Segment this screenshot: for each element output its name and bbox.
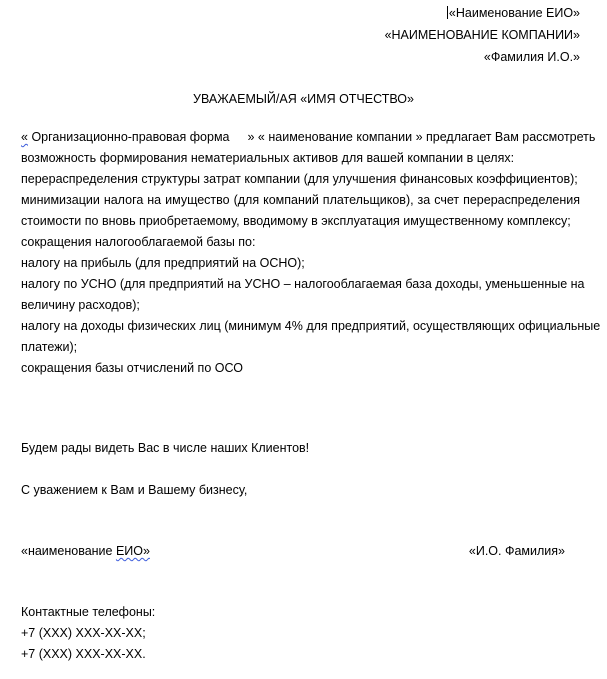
contacts-label: Контактные телефоны: bbox=[21, 605, 156, 619]
body-line: платежи); bbox=[21, 340, 78, 354]
intro-open-quote: « bbox=[21, 130, 28, 144]
body-line: налогу на прибыль (для предприятий на ОСНО); bbox=[21, 256, 305, 270]
body-line: налогу на доходы физических лиц (минимум 4% для предприятий, осуществляющих официальные bbox=[21, 319, 601, 333]
body-line: возможность формирования нематериальных активов для вашей компании в целях: bbox=[21, 151, 515, 165]
header-recipient: «Фамилия И.О.» bbox=[483, 50, 580, 64]
intro-close-open-quote: » « bbox=[247, 130, 265, 144]
closing-welcome: Будем рады видеть Вас в числе наших Клиентов! bbox=[21, 441, 310, 455]
body-line: перераспределения структуры затрат компании (для улучшения финансовых коэффициентов); bbox=[21, 172, 578, 186]
closing-regards: С уважением к Вам и Вашему бизнесу, bbox=[21, 483, 248, 497]
body-line: величину расходов); bbox=[21, 298, 140, 312]
body-line: стоимости по вновь приобретаемому, вводимому в эксплуатация имущественному комплексу; bbox=[21, 214, 571, 228]
body-line: минимизации налога на имущество (для компаний плательщиков), за счет перераспределения bbox=[21, 193, 580, 207]
intro-company: наименование компании bbox=[268, 130, 413, 144]
header-eio-name-text: «Наименование ЕИО» bbox=[448, 6, 580, 20]
body-line: сокращения налогооблагаемой базы по: bbox=[21, 235, 256, 249]
signature-name: «И.О. Фамилия» bbox=[468, 544, 565, 558]
salutation: УВАЖАЕМЫЙ/АЯ «ИМЯ ОТЧЕСТВО» bbox=[193, 92, 414, 106]
body-line: налогу по УСНО (для предприятий на УСНО – налогооблагаемая база доходы, уменьшенные на bbox=[21, 277, 585, 291]
contacts-phone-1: +7 (XXX) XXX-XX-XX; bbox=[21, 626, 146, 640]
body-line: сокращения базы отчислений по ОСО bbox=[21, 361, 243, 375]
intro-rest: » предлагает Вам рассмотреть bbox=[415, 130, 596, 144]
signature-eio-word: ЕИО» bbox=[115, 544, 150, 558]
header-company-name: «НАИМЕНОВАНИЕ КОМПАНИИ» bbox=[384, 28, 580, 42]
signature-eio-open: «наименование bbox=[21, 544, 116, 558]
intro-line bbox=[21, 130, 596, 145]
text-cursor bbox=[447, 6, 448, 19]
contacts-phone-2: +7 (XXX) XXX-XX-XX. bbox=[21, 647, 146, 661]
intro-legal-form: Организационно-правовая форма bbox=[31, 130, 230, 144]
signature-eio bbox=[21, 544, 150, 559]
header-eio-name bbox=[447, 6, 580, 21]
